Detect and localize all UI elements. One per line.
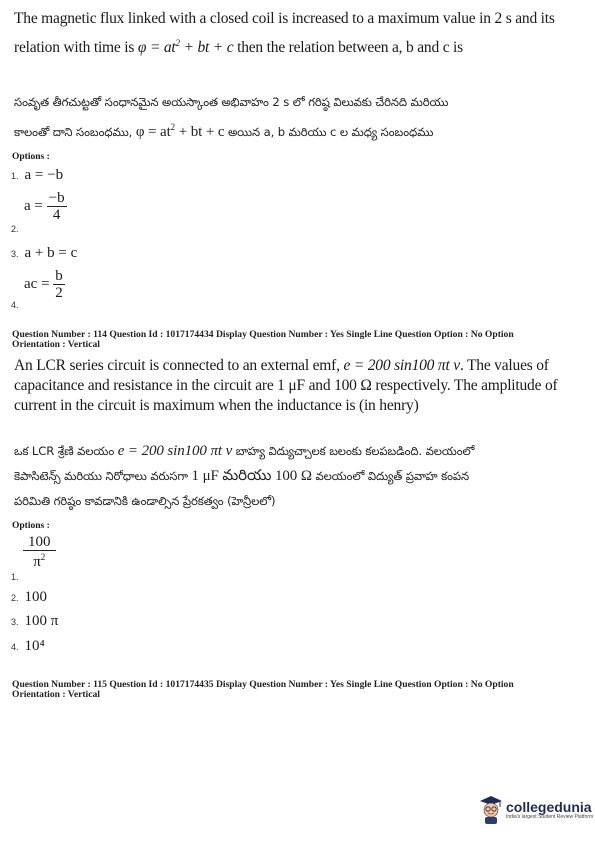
- question-114-meta: [12, 330, 514, 350]
- question-115-meta: [12, 680, 514, 700]
- q2-option-4-number: 4.: [11, 642, 19, 652]
- q2-option-1-numerator: 100: [23, 534, 56, 551]
- q1-option-3-number: 3.: [11, 249, 19, 259]
- q2-english-line2: capacitance and resistance in the circuit are 1 μF and 100 Ω respectively. The amplitude of: [14, 377, 558, 394]
- logo-tagline: India's largest Student Review Platform: [506, 814, 594, 820]
- q2-option-3-text: 100 π: [24, 613, 59, 629]
- q2-option-4[interactable]: [11, 637, 45, 655]
- q2-option-4-text: 10⁴: [24, 638, 45, 654]
- q2-option-1-denominator: π: [33, 554, 41, 570]
- q1-options-label: Options :: [12, 152, 50, 162]
- q1-english-line2: [14, 37, 463, 59]
- q2-option-3[interactable]: [11, 612, 58, 630]
- q2-option-3-number: 3.: [11, 617, 19, 627]
- q2-emf-formula: e = 200 sin100 πt v: [343, 357, 460, 374]
- logo-wordmark: collegedunia: [506, 799, 592, 815]
- q2-options-label: Options :: [12, 521, 50, 531]
- question-115-meta-line2: Orientation : Vertical: [12, 689, 100, 700]
- student-mascot-icon: [478, 795, 504, 825]
- q1-formula: $\varphi = at^2$ + bt + c: [137, 38, 234, 56]
- q2-option-2[interactable]: [11, 588, 47, 606]
- q1-option-1-text: a = −b: [24, 167, 64, 183]
- q1-option-2-lhs: a =: [24, 198, 43, 214]
- q1-option-1[interactable]: [11, 166, 63, 184]
- q2-telugu-line1: ఒక LCR శ్రేణి వలయం e = 200 sin100 πt v బాహ్య విద్యుచ్చాలక బలంకు కలపబడింది. వలయంలో: [14, 443, 475, 459]
- question-115-meta-line1: Question Number : 115 Question Id : 1017174435 Display Question Number : Yes Single Line Question Option : No Option: [12, 679, 514, 690]
- q2-option-1-number: 1.: [11, 572, 19, 582]
- q2-option-2-text: 100: [24, 589, 48, 605]
- q2-english-line3: current in the circuit is maximum when the inductance is (in henry): [14, 397, 419, 414]
- q2-telugu-line3: పరిమితి గరిష్ఠం కావడానికి ఉండాల్సిన ప్రేరకత్వం (హెన్రీలలో): [14, 494, 276, 508]
- q1-telugu-line1: సంవృత తీగచుట్టతో సంధానమైన అయస్కాంత అభివాహం 2 s లో గరిష్ఠ విలువకు చేరినది మరియు: [14, 95, 449, 109]
- q1-telugu-line2: కాలంతో దాని సంబంధము, $\varphi = at^2$ + bt + c అయిన a, b మరియు c ల మధ్య సంబంధము: [14, 122, 434, 140]
- q1-option-4-denominator: 2: [55, 285, 63, 301]
- q1-option-2-number: 2.: [11, 224, 19, 234]
- q1-english-line2-end: then the relation between a, b and c is: [233, 39, 464, 56]
- q1-english-line2-text: relation with time is: [14, 39, 138, 56]
- q1-option-1-number: 1.: [11, 171, 19, 181]
- question-114-meta-line1: Question Number : 114 Question Id : 1017174434 Display Question Number : Yes Single Line Question Option : No Option: [12, 329, 514, 340]
- q1-option-3[interactable]: [11, 244, 77, 262]
- q2-telugu-line2: కెపాసిటెన్స్ మరియు నిరోధాలు వరుసగా 1 μF మరియు 100 Ω వలయంలో విద్యుత్ ప్రవాహ కంపన: [14, 468, 470, 484]
- q1-english-line1: The magnetic flux linked with a closed coil is increased to a maximum value in 2 s and its: [14, 10, 555, 27]
- q1-option-4-number: 4.: [11, 300, 19, 310]
- q2-option-2-number: 2.: [11, 593, 19, 603]
- question-114-meta-line2: Orientation : Vertical: [12, 339, 100, 350]
- collegedunia-logo: [478, 795, 593, 825]
- q1-option-2-denominator: 4: [52, 207, 61, 223]
- q1-option-4-numerator: b: [55, 268, 63, 284]
- q1-option-3-text: a + b = c: [24, 245, 78, 261]
- q2-english-line1: An LCR series circuit is connected to an external emf, e = 200 sin100 πt v. The values of: [14, 357, 549, 374]
- q1-option-4-lhs: ac =: [24, 276, 50, 292]
- q1-option-2-numerator: −b: [48, 190, 65, 206]
